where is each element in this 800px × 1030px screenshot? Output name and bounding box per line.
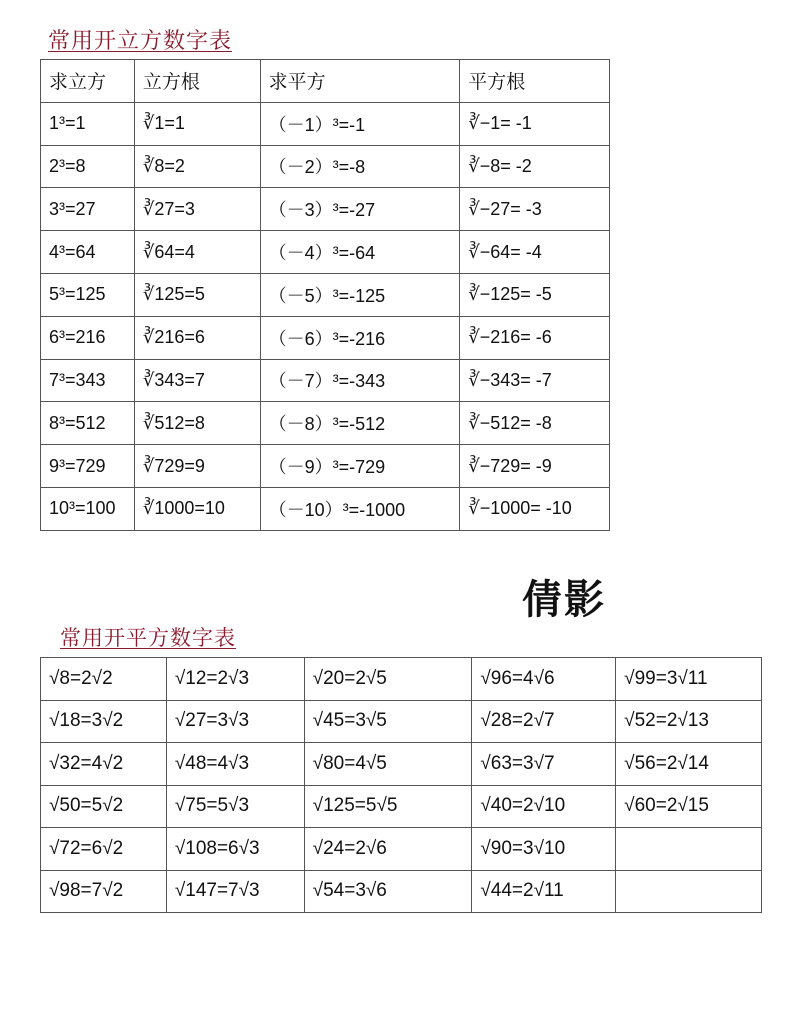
table-cell — [41, 402, 135, 445]
table-row — [41, 700, 762, 743]
table-cell — [472, 828, 616, 871]
table-row — [41, 188, 610, 231]
cell-value: ∛1000=10 — [142, 498, 225, 519]
table-cell — [166, 743, 304, 786]
table-cell — [304, 785, 472, 828]
table-cell — [166, 785, 304, 828]
cell-value: （－7）³=-343 — [268, 371, 386, 392]
cell-value: ∛27=3 — [142, 198, 195, 219]
cell-value: （－9）³=-729 — [268, 457, 386, 478]
table-cell — [304, 743, 472, 786]
cell-value: 4³=64 — [49, 241, 96, 262]
cell-value: √18=3√2 — [49, 710, 124, 732]
cell-value: ∛−1= -1 — [468, 113, 532, 134]
table-row — [41, 828, 762, 871]
table-cell — [472, 785, 616, 828]
table-cell — [134, 102, 260, 145]
cell-value: √99=3√11 — [624, 667, 708, 689]
table-cell — [166, 828, 304, 871]
cell-value: （－10）³=-1000 — [268, 499, 406, 520]
cell-value: ∛−512= -8 — [468, 412, 552, 433]
cell-value: ∛8=2 — [142, 155, 185, 176]
table-cell — [41, 743, 167, 786]
table-cell — [616, 700, 762, 743]
table-row — [41, 316, 610, 359]
table-cell — [41, 145, 135, 188]
cell-value: √125=5√5 — [312, 795, 398, 817]
table-row — [41, 658, 762, 701]
cell-value: √75=5√3 — [174, 795, 250, 817]
table-cell — [41, 658, 167, 701]
table-cell — [166, 658, 304, 701]
cell-value: 2³=8 — [49, 155, 86, 176]
cell-value: （－8）³=-512 — [268, 414, 386, 435]
table-cell — [304, 700, 472, 743]
table-cell — [260, 145, 460, 188]
table-cell — [460, 445, 610, 488]
table-cell — [460, 273, 610, 316]
table-cell — [460, 102, 610, 145]
cell-value: √50=5√2 — [49, 795, 124, 817]
table-cell — [260, 188, 460, 231]
cell-value: 9³=729 — [49, 455, 106, 476]
table-cell — [616, 785, 762, 828]
table-cell — [460, 487, 610, 530]
table-row — [41, 870, 762, 913]
table-cell — [460, 402, 610, 445]
table-cell — [260, 316, 460, 359]
watermark: 倩影 — [522, 577, 606, 623]
table-cell — [472, 870, 616, 913]
cell-value: √27=3√3 — [174, 710, 250, 732]
table-cell — [460, 359, 610, 402]
cell-value: √24=2√6 — [312, 837, 387, 859]
cell-value: ∛−125= -5 — [468, 284, 552, 305]
table-cell — [260, 102, 460, 145]
column-header: 求平方 — [260, 60, 460, 103]
cell-value: （－5）³=-125 — [268, 285, 386, 306]
table-cell — [134, 273, 260, 316]
cell-value: ∛−729= -9 — [468, 455, 552, 476]
table-cell — [41, 445, 135, 488]
table-cell — [616, 870, 762, 913]
table-cell — [616, 743, 762, 786]
table-cell — [472, 658, 616, 701]
table-cell — [41, 700, 167, 743]
cell-value: （－1）³=-1 — [268, 114, 366, 135]
table-cell — [472, 700, 616, 743]
table-row — [41, 359, 610, 402]
column-header: 求立方 — [41, 60, 135, 103]
table-cell — [134, 487, 260, 530]
cell-value: √20=2√5 — [312, 667, 387, 689]
table-cell — [41, 273, 135, 316]
table-cell — [304, 870, 472, 913]
table-cell — [134, 402, 260, 445]
column-header: 平方根 — [460, 60, 610, 103]
table-row — [41, 445, 610, 488]
cell-value: （－6）³=-216 — [268, 328, 386, 349]
cell-value: （－4）³=-64 — [268, 243, 376, 264]
cell-value: √98=7√2 — [49, 880, 124, 902]
cell-value: ∛64=4 — [142, 241, 195, 262]
table-cell — [41, 102, 135, 145]
cell-value: ∛125=5 — [142, 284, 205, 305]
cell-value: √80=4√5 — [312, 752, 387, 774]
cell-value: √45=3√5 — [312, 710, 387, 732]
table-header-row — [41, 60, 610, 103]
cell-value: ∛−8= -2 — [468, 155, 532, 176]
table-row — [41, 145, 610, 188]
table-cell — [41, 828, 167, 871]
cell-value: ∛729=9 — [142, 455, 205, 476]
table-cell — [260, 402, 460, 445]
cell-value: √54=3√6 — [312, 880, 387, 902]
table-cell — [41, 316, 135, 359]
cell-value: （－3）³=-27 — [268, 200, 376, 221]
cell-value: √72=6√2 — [49, 837, 124, 859]
cell-value: √56=2√14 — [624, 752, 709, 774]
table-row — [41, 231, 610, 274]
table-cell — [41, 487, 135, 530]
cell-value: ∛343=7 — [142, 369, 205, 390]
cube-root-table — [40, 59, 610, 531]
cell-value: 8³=512 — [49, 412, 106, 433]
cell-value: ∛512=8 — [142, 412, 205, 433]
cube-table-title: 常用开立方数字表 — [48, 28, 233, 53]
cell-value: √60=2√15 — [624, 795, 709, 817]
table-cell — [134, 188, 260, 231]
table-cell — [304, 658, 472, 701]
cell-value: √96=4√6 — [480, 667, 555, 689]
table-cell — [260, 445, 460, 488]
table-cell — [304, 828, 472, 871]
table-cell — [460, 316, 610, 359]
cell-value: （－2）³=-8 — [268, 157, 366, 178]
cell-value: √32=4√2 — [49, 752, 124, 774]
cell-value: √28=2√7 — [480, 710, 555, 732]
table-cell — [616, 828, 762, 871]
cell-value: ∛1=1 — [142, 113, 185, 134]
square-root-table — [40, 657, 762, 913]
cell-value: √63=3√7 — [480, 752, 555, 774]
cell-value: √108=6√3 — [174, 837, 260, 859]
table-cell — [41, 359, 135, 402]
table-cell — [460, 231, 610, 274]
cell-value: ∛−216= -6 — [468, 327, 552, 348]
table-cell — [166, 870, 304, 913]
table-row — [41, 402, 610, 445]
cell-value: ∛−343= -7 — [468, 369, 552, 390]
table-cell — [260, 273, 460, 316]
cell-value: √147=7√3 — [174, 880, 260, 902]
table-row — [41, 273, 610, 316]
table-cell — [260, 359, 460, 402]
table-cell — [41, 870, 167, 913]
table-cell — [260, 231, 460, 274]
cell-value: 7³=343 — [49, 369, 106, 390]
cell-value: √44=2√11 — [480, 880, 564, 902]
cell-value: ∛−64= -4 — [468, 241, 542, 262]
table-cell — [460, 145, 610, 188]
table-row — [41, 102, 610, 145]
table-cell — [134, 316, 260, 359]
table-cell — [134, 359, 260, 402]
table-cell — [260, 487, 460, 530]
cell-value: ∛−27= -3 — [468, 198, 542, 219]
cell-value: √12=2√3 — [174, 667, 250, 689]
cell-value: √8=2√2 — [49, 667, 113, 689]
table-cell — [134, 445, 260, 488]
table-row — [41, 487, 610, 530]
table-cell — [166, 700, 304, 743]
cell-value: ∛−1000= -10 — [468, 498, 572, 519]
cell-value: √48=4√3 — [174, 752, 250, 774]
table-cell — [41, 785, 167, 828]
table-cell — [41, 231, 135, 274]
table-row — [41, 743, 762, 786]
table-cell — [472, 743, 616, 786]
square-table-title: 常用开平方数字表 — [60, 626, 236, 650]
cell-value: 10³=100 — [49, 498, 116, 519]
cell-value: √90=3√10 — [480, 837, 566, 859]
cell-value: √40=2√10 — [480, 795, 566, 817]
cell-value: 5³=125 — [49, 284, 106, 305]
table-cell — [41, 188, 135, 231]
cell-value: ∛216=6 — [142, 327, 205, 348]
table-cell — [460, 188, 610, 231]
table-cell — [616, 658, 762, 701]
column-header: 立方根 — [134, 60, 260, 103]
table-cell — [134, 231, 260, 274]
table-cell — [134, 145, 260, 188]
cell-value: √52=2√13 — [624, 710, 709, 732]
cell-value: 1³=1 — [49, 113, 86, 134]
cell-value: 6³=216 — [49, 327, 106, 348]
table-row — [41, 785, 762, 828]
cell-value: 3³=27 — [49, 198, 96, 219]
